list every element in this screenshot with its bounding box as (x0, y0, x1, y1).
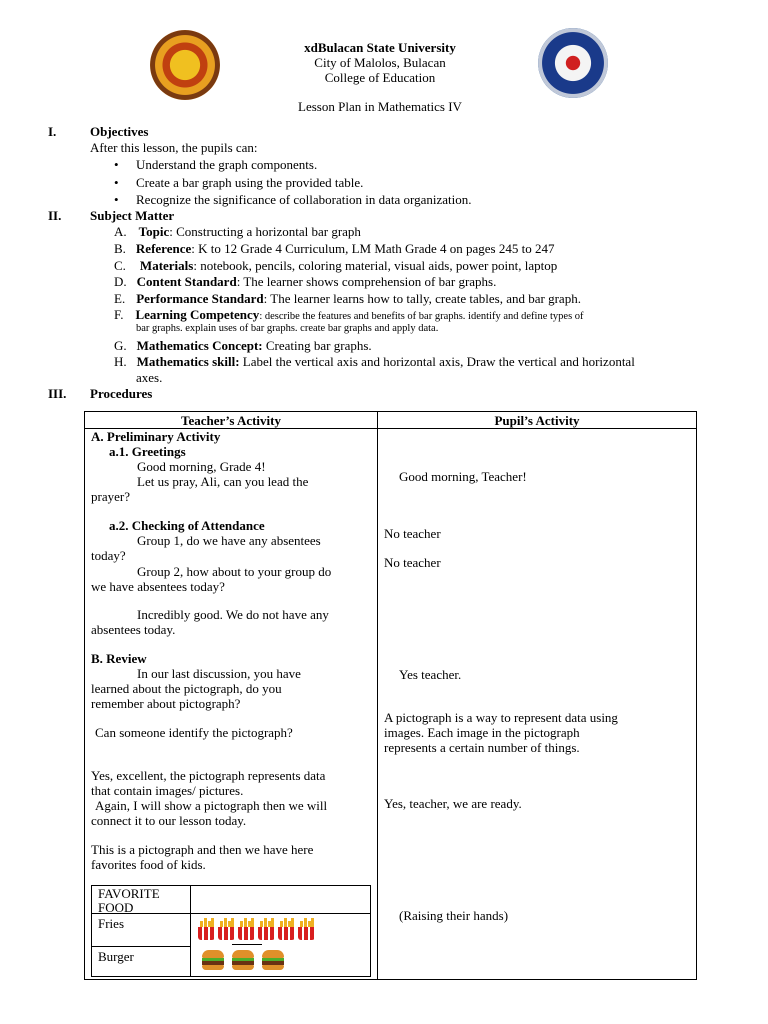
favorite-food-pictograph (91, 885, 371, 977)
procedures-heading (48, 386, 152, 402)
pupil-pictograph-definition-line2: images. Each image in the pictograph (384, 725, 580, 740)
subject-item-mathematics-concept: G. Mathematics Concept: Creating bar graphs. (114, 338, 372, 353)
pupil-pictograph-definition-line1: A pictograph is a way to represent data using (384, 710, 618, 725)
procedures-number: III. (48, 386, 67, 401)
burger-icon (262, 950, 284, 970)
objective-item: • Recognize the significance of collaboration in data organization. (136, 192, 471, 208)
teacher-review-line1: In our last discussion, you have (137, 666, 301, 681)
greetings-heading: a.1. Greetings (109, 444, 186, 459)
pupil-group2-response: No teacher (384, 555, 441, 570)
subject-item-content-standard: D. Content Standard: The learner shows comprehension of bar graphs. (114, 274, 497, 289)
college-name: College of Education (324, 70, 436, 85)
subject-matter-number: II. (48, 208, 62, 223)
subject-item-mathematics-skill-cont: axes. (136, 370, 163, 385)
objective-item: • Create a bar graph using the provided table. (136, 175, 363, 191)
objectives-intro: After this lesson, the pupils can: (90, 140, 258, 155)
pupil-review-response: Yes teacher. (399, 667, 462, 682)
lesson-title: Lesson Plan in Mathematics IV (298, 99, 462, 114)
pictograph-header-line1: FAVORITE (98, 886, 160, 901)
teacher-review-show-line2: connect it to our lesson today. (91, 813, 247, 828)
teacher-pictograph-intro-line1: This is a pictograph and then we have here (91, 842, 314, 857)
subject-item-topic: A. Topic: Constructing a horizontal bar graph (114, 224, 361, 239)
review-heading: B. Review (91, 651, 147, 666)
teacher-pictograph-intro-line2: favorites food of kids. (91, 857, 206, 872)
teacher-review-question: Can someone identify the pictograph? (95, 725, 293, 740)
teacher-prayer-line2: prayer? (91, 489, 130, 504)
objectives-heading (48, 124, 148, 140)
objective-item: • Understand the graph components. (136, 157, 317, 173)
university-name: xdBulacan State University (304, 40, 456, 55)
teacher-review-line3: remember about pictograph? (91, 696, 241, 711)
teacher-prayer-line1: Let us pray, Ali, can you lead the (137, 474, 309, 489)
fries-icon (198, 918, 215, 940)
fries-icon (278, 918, 295, 940)
objectives-title: Objectives (90, 124, 149, 139)
subject-item-performance-standard: E. Performance Standard: The learner learns how to tally, create tables, and bar graph. (114, 291, 581, 306)
teacher-group1-line1: Group 1, do we have any absentees (137, 533, 321, 548)
subject-item-learning-competency: F. Learning Competency: describe the features and benefits of bar graphs. identify and define types of (114, 307, 584, 322)
pupil-greeting-response: Good morning, Teacher! (399, 469, 527, 484)
subject-item-learning-competency-cont: bar graphs. explain uses of bar graphs. create bar graphs and apply data. (136, 323, 439, 334)
pictograph-row-label-fries: Fries (98, 916, 124, 931)
fries-icon (258, 918, 275, 940)
teacher-review-show-line1: Again, I will show a pictograph then we will (95, 798, 328, 813)
column-divider (377, 412, 378, 979)
pupil-pictograph-definition-line3: represents a certain number of things. (384, 740, 580, 755)
subject-item-mathematics-skill: H. Mathematics skill: Label the vertical axis and horizontal axis, Draw the vertical and horizontal (114, 354, 635, 369)
procedures-table (84, 411, 697, 980)
pupil-activity-header: Pupil’s Activity (494, 413, 580, 428)
teacher-activity-header: Teacher’s Activity (180, 413, 281, 428)
teacher-group2-line2: we have absentees today? (91, 579, 225, 594)
burger-icon (232, 950, 254, 970)
subject-item-materials: C. Materials: notebook, pencils, coloring material, visual aids, power point, laptop (114, 258, 558, 273)
pupil-raising-hands: (Raising their hands) (399, 908, 509, 923)
pictograph-header-line2: FOOD (98, 900, 134, 915)
teacher-review-affirm-line1: Yes, excellent, the pictograph represents data (91, 768, 326, 783)
teacher-review-affirm-line2: that contain images/ pictures. (91, 783, 244, 798)
teacher-group2-line1: Group 2, how about to your group do (137, 564, 332, 579)
subject-matter-heading (48, 208, 174, 224)
fries-icon (298, 918, 315, 940)
teacher-greeting: Good morning, Grade 4! (137, 459, 266, 474)
university-city: City of Malolos, Bulacan (314, 55, 446, 70)
pictograph-row-label-burger: Burger (98, 949, 134, 964)
subject-item-reference: B. Reference: K to 12 Grade 4 Curriculum, LM Math Grade 4 on pages 245 to 247 (114, 241, 555, 256)
procedures-title: Procedures (90, 386, 153, 401)
teacher-attendance-result-line2: absentees today. (91, 622, 176, 637)
teacher-group1-line2: today? (91, 548, 126, 563)
subject-matter-title: Subject Matter (90, 208, 175, 223)
bulacan-state-university-logo (150, 30, 220, 100)
attendance-heading: a.2. Checking of Attendance (109, 518, 265, 533)
objectives-number: I. (48, 124, 57, 139)
pupil-group1-response: No teacher (384, 526, 441, 541)
college-of-education-logo (538, 28, 608, 98)
preliminary-activity-heading: A. Preliminary Activity (91, 429, 221, 444)
teacher-review-line2: learned about the pictograph, do you (91, 681, 282, 696)
teacher-attendance-result-line1: Incredibly good. We do not have any (137, 607, 329, 622)
fries-icon (238, 918, 255, 940)
fries-icon (218, 918, 235, 940)
burger-icon (202, 950, 224, 970)
pupil-ready-response: Yes, teacher, we are ready. (384, 796, 522, 811)
